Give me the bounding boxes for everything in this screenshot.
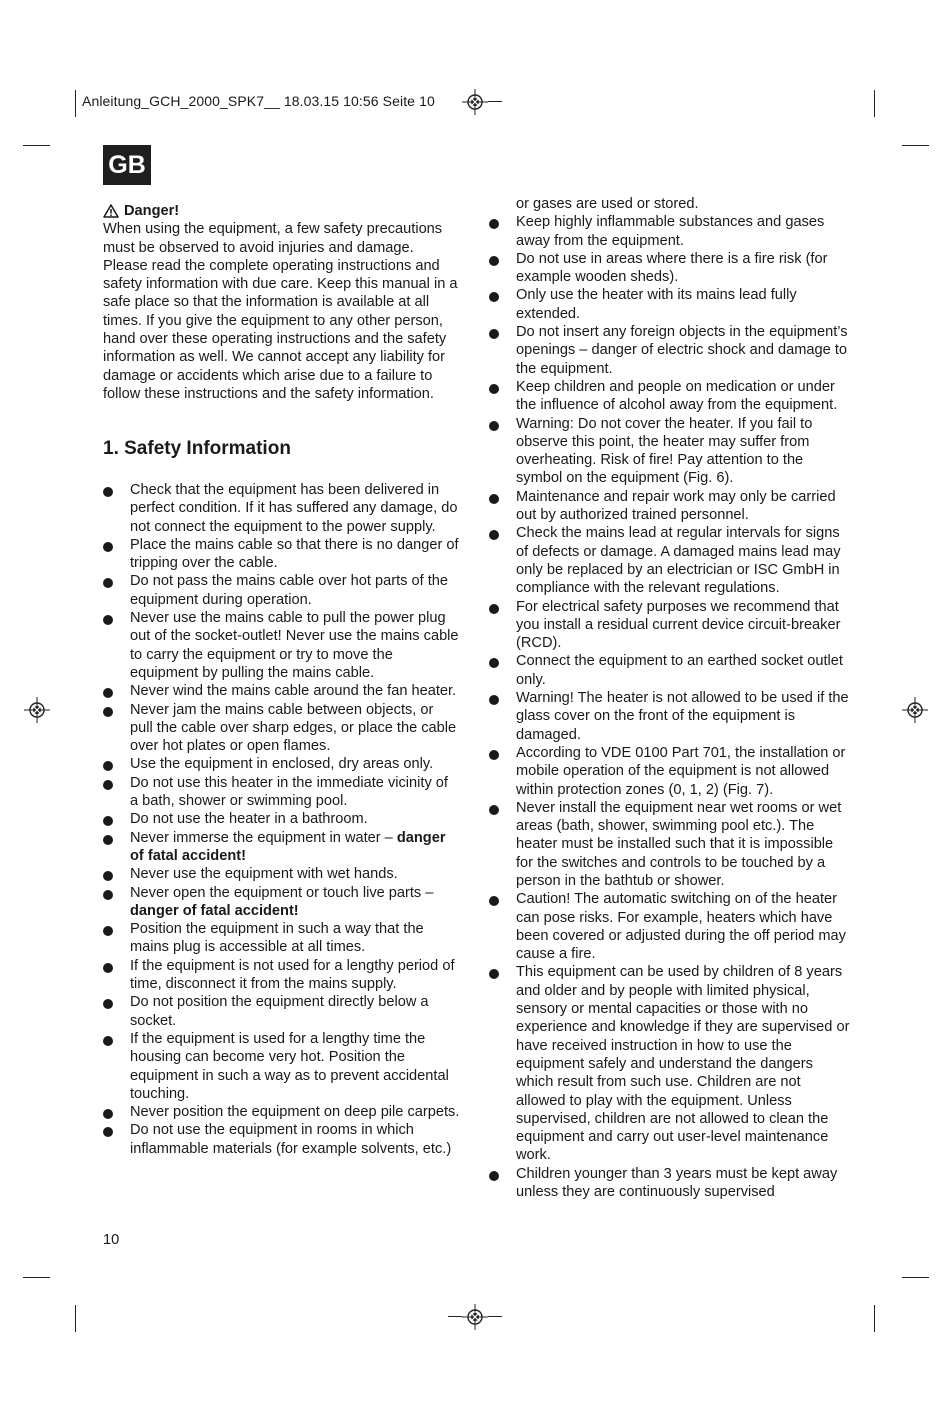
registration-line	[488, 101, 502, 102]
page-number: 10	[103, 1232, 120, 1248]
list-item-text: Never position the equipment on deep pile carpets.	[130, 1104, 460, 1121]
list-item	[103, 865, 460, 883]
list-item: Maintenance and repair work may only be carried out by authorized trained personnel.	[489, 488, 850, 525]
print-slug: Anleitung_GCH_2000_SPK7__ 18.03.15 10:56 Seite 10	[82, 93, 435, 109]
left-column	[103, 481, 460, 1158]
list-item-emphasis: danger of fatal accident!	[130, 829, 446, 864]
list-item: Warning! The heater is not allowed to be used if the glass cover on the front of the equipment is damaged.	[489, 689, 850, 744]
registration-line	[488, 1316, 502, 1317]
danger-text: When using the equipment, a few safety precautions must be observed to avoid injuries and damage. Please read the complete operating instructions and safety information with due care. Keep this manual in a safe place so that the information is available at all times. If you give the equipment to any other person, hand over these operating instructions and the safety information as well. We cannot accept any liability for damage or accidents which arise due to a failure to follow these instructions and the safety information.	[103, 221, 458, 402]
list-item: Keep children and people on medication or under the influence of alcohol away from the equipment.	[489, 378, 850, 415]
list-item: This equipment can be used by children of 8 years and older and by people with limited physical, sensory or mental capacities or those with no experience and knowledge if they are supervised or have received instruction in how to use the equipment safely and understand the dangers which result from such use. Children are not allowed to play with the equipment. Unless supervised, children are not allowed to clean the equipment and carry out user-level maintenance work.	[489, 963, 850, 1164]
danger-heading	[103, 202, 460, 220]
registration-line	[448, 1316, 462, 1317]
list-item-text: If the equipment is used for a lengthy time the housing can become very hot. Position the equipment in such a way as to prevent accidental touching.	[130, 1030, 449, 1102]
list-item-text: Do not pass the mains cable over hot parts of the equipment during operation.	[130, 573, 448, 608]
list-item-text: Do not position the equipment directly below a socket.	[130, 994, 429, 1029]
list-item-text: Never use the equipment with wet hands.	[130, 866, 398, 883]
list-item: According to VDE 0100 Part 701, the installation or mobile operation of the equipment is not allowed within protection zones (0, 1, 2) (Fig. 7).	[489, 744, 850, 799]
safety-list-right	[489, 213, 850, 1201]
list-item: Keep highly inflammable substances and gases away from the equipment.	[489, 213, 850, 250]
registration-mark-icon	[24, 697, 50, 723]
right-column	[489, 195, 850, 1201]
list-item	[103, 481, 460, 536]
list-item: Do not insert any foreign objects in the equipment’s openings – danger of electric shock and damage to the equipment.	[489, 323, 850, 378]
list-item	[103, 536, 460, 573]
list-item: Connect the equipment to an earthed socket outlet only.	[489, 652, 850, 689]
list-item-emphasis: danger of fatal accident!	[130, 902, 299, 919]
list-item: Check the mains lead at regular intervals for signs of defects or damage. A damaged mains lead may only be replaced by an electrician or ISC GmbH in compliance with the relevant regulations.	[489, 524, 850, 597]
list-item-text: Position the equipment in such a way that the mains plug is accessible at all times.	[130, 921, 424, 956]
danger-title: Danger!	[124, 203, 180, 219]
list-item-text: Do not use this heater in the immediate vicinity of a bath, shower or swimming pool.	[130, 774, 448, 810]
list-item	[103, 1121, 460, 1158]
list-item-text: Never jam the mains cable between objects, or pull the cable over sharp edges, or place the cable over hot plates or open flames.	[130, 701, 457, 755]
list-item-text: Use the equipment in enclosed, dry areas only.	[130, 756, 434, 773]
list-item: Do not use in areas where there is a fire risk (for example wooden sheds).	[489, 250, 850, 287]
section-title: 1. Safety Information	[103, 438, 291, 459]
list-item	[103, 884, 460, 921]
list-item	[103, 755, 460, 773]
crop-mark	[902, 145, 929, 146]
crop-mark	[23, 145, 50, 146]
crop-mark	[874, 90, 875, 117]
list-item-text: Place the mains cable so that there is no danger of tripping over the cable.	[130, 536, 459, 572]
list-item	[103, 682, 460, 700]
crop-mark	[902, 1277, 929, 1278]
crop-mark	[75, 90, 76, 117]
registration-mark-icon	[462, 1304, 488, 1330]
list-item	[103, 1030, 460, 1103]
list-item	[103, 957, 460, 994]
list-item	[103, 774, 460, 811]
safety-list-left	[103, 481, 460, 1158]
crop-mark	[75, 1305, 76, 1332]
list-item	[103, 810, 460, 828]
registration-mark-icon	[462, 89, 488, 115]
list-item-text: Never open the equipment or touch live parts –	[130, 884, 434, 901]
list-item: Never install the equipment near wet rooms or wet areas (bath, shower, swimming pool etc.). The heater must be installed such that it is impossible for the switches and controls to be touched by a person in the bathtub or shower.	[489, 799, 850, 890]
list-item	[103, 609, 460, 682]
list-item-text: Never wind the mains cable around the fan heater.	[130, 683, 457, 700]
list-item-text: Never use the mains cable to pull the power plug out of the socket-outlet! Never use the mains cable to carry the equipment or try to move the equipment by pulling the mains cable.	[130, 610, 459, 681]
list-item	[103, 993, 460, 1030]
list-item	[103, 920, 460, 957]
list-item	[103, 829, 460, 866]
list-item-text: Never immerse the equipment in water –	[130, 829, 397, 846]
list-item: Children younger than 3 years must be kept away unless they are continuously supervised	[489, 1165, 850, 1202]
warning-icon	[103, 204, 119, 218]
list-item	[103, 1103, 460, 1121]
list-item: Warning: Do not cover the heater. If you fail to observe this point, the heater may suffer from overheating. Risk of fire! Pay attention to the symbol on the equipment (Fig. 6).	[489, 415, 850, 488]
list-item: For electrical safety purposes we recommend that you install a residual current device circuit-breaker (RCD).	[489, 598, 850, 653]
danger-block	[103, 202, 460, 403]
crop-mark	[874, 1305, 875, 1332]
language-badge: GB	[103, 145, 151, 185]
crop-mark	[23, 1277, 50, 1278]
list-item-text: Do not use the equipment in rooms in which inflammable materials (for example solvents, etc.)	[130, 1122, 452, 1157]
list-item-continuation: or gases are used or stored.	[516, 196, 699, 212]
list-item-text: Check that the equipment has been delivered in perfect condition. If it has suffered any damage, do not connect the equipment to the power supply.	[130, 482, 458, 535]
list-item-text: Do not use the heater in a bathroom.	[130, 811, 368, 828]
list-item-text: If the equipment is not used for a lengthy period of time, disconnect it from the mains supply.	[130, 957, 455, 993]
list-item	[103, 701, 460, 756]
list-item	[103, 572, 460, 609]
list-item: Caution! The automatic switching on of the heater can pose risks. For example, heaters which have been covered or adjusted during the off period may cause a fire.	[489, 890, 850, 963]
list-item: Only use the heater with its mains lead fully extended.	[489, 286, 850, 323]
registration-mark-icon	[902, 697, 928, 723]
